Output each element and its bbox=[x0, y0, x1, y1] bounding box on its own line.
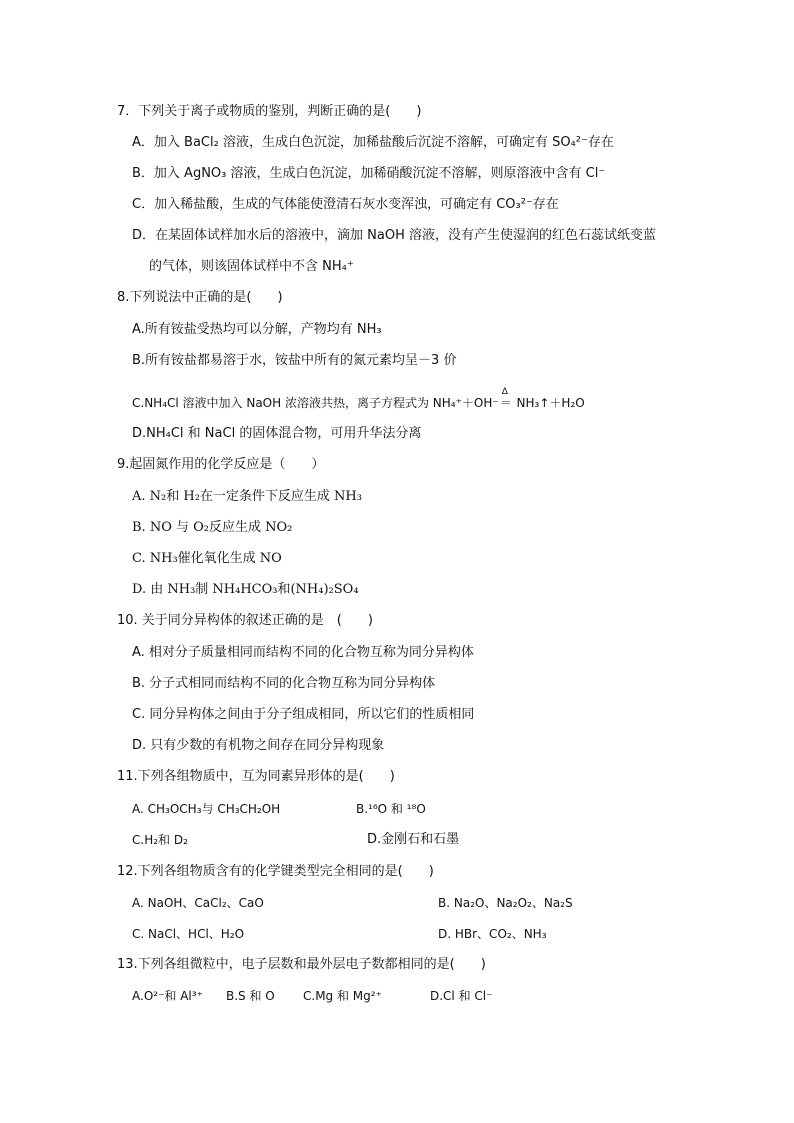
q13-stem: 13.下列各组微粒中，电子层数和最外层电子数都相同的是( ) bbox=[117, 957, 486, 972]
q11-option-c: C.H₂和 D₂ bbox=[132, 833, 188, 847]
q9-option-b: B. NO 与 O₂反应生成 NO₂ bbox=[132, 520, 293, 535]
q8-option-c bbox=[132, 387, 585, 411]
heating-equals-sign bbox=[499, 387, 513, 411]
q8-stem: 8.下列说法中正确的是( ) bbox=[117, 290, 283, 305]
q8-option-d: D.NH₄Cl 和 NaCl 的固体混合物，可用升华法分离 bbox=[132, 426, 422, 441]
q13-option-d: D.Cl 和 Cl⁻ bbox=[430, 989, 493, 1003]
q9-option-a: A. N₂和 H₂在一定条件下反应生成 NH₃ bbox=[132, 489, 362, 504]
q9-stem: 9.起固氮作用的化学反应是（ ） bbox=[117, 457, 325, 472]
q10-option-d: D. 只有少数的有机物之间存在同分异构现象 bbox=[132, 738, 385, 753]
q12-stem: 12.下列各组物质含有的化学键类型完全相同的是( ) bbox=[117, 864, 434, 879]
q8-option-a: A.所有铵盐受热均可以分解，产物均有 NH₃ bbox=[132, 322, 382, 337]
q13-option-a: A.O²⁻和 Al³⁺ bbox=[132, 989, 203, 1003]
q12-option-c: C. NaCl、HCl、H₂O bbox=[132, 927, 245, 941]
q10-option-a: A. 相对分子质量相同而结构不同的化合物互称为同分异构体 bbox=[132, 645, 474, 660]
q11-option-d: D.金刚石和石墨 bbox=[367, 832, 460, 847]
q10-option-b: B. 分子式相同而结构不同的化合物互称为同分异构体 bbox=[132, 676, 436, 691]
q9-option-c: C. NH₃催化氧化生成 NO bbox=[132, 551, 282, 566]
q12-option-d: D. HBr、CO₂、NH₃ bbox=[438, 927, 547, 941]
q7-option-a: A．加入 BaCl₂ 溶液，生成白色沉淀，加稀盐酸后沉淀不溶解，可确定有 SO₄²⁻存在 bbox=[132, 135, 614, 150]
q7-option-d-line1: D．在某固体试样加水后的溶液中，滴加 NaOH 溶液，没有产生使湿润的红色石蕊试纸变蓝 bbox=[132, 228, 656, 243]
q8-option-b: B.所有铵盐都易溶于水，铵盐中所有的氮元素均呈－3 价 bbox=[132, 353, 457, 368]
q10-option-c: C. 同分异构体之间由于分子组成相同，所以它们的性质相同 bbox=[132, 707, 475, 722]
q12-option-a: A. NaOH、CaCl₂、CaO bbox=[132, 896, 264, 910]
q7-option-b: B．加入 AgNO₃ 溶液，生成白色沉淀，加稀硝酸沉淀不溶解，则原溶液中含有 Cl⁻ bbox=[132, 166, 606, 181]
q13-option-c: C.Mg 和 Mg²⁺ bbox=[303, 989, 382, 1003]
equals-symbol: ＝ bbox=[499, 396, 512, 410]
q10-stem: 10. 关于同分异构体的叙述正确的是 ( ) bbox=[117, 613, 373, 628]
q13-option-b: B.S 和 O bbox=[226, 989, 275, 1003]
q8-option-c-products: NH₃↑＋H₂O bbox=[512, 396, 585, 410]
q11-stem: 11.下列各组物质中，互为同素异形体的是( ) bbox=[117, 769, 395, 784]
q7-option-c: C．加入稀盐酸，生成的气体能使澄清石灰水变浑浊，可确定有 CO₃²⁻存在 bbox=[132, 197, 559, 212]
q11-option-b: B.¹⁶O 和 ¹⁸O bbox=[356, 802, 426, 816]
q11-option-a: A. CH₃OCH₃与 CH₃CH₂OH bbox=[132, 802, 281, 816]
delta-symbol: Δ bbox=[501, 387, 508, 397]
q7-stem: 7．下列关于离子或物质的鉴别，判断正确的是( ) bbox=[117, 104, 422, 119]
q12-option-b: B. Na₂O、Na₂O₂、Na₂S bbox=[438, 896, 573, 910]
q9-option-d: D. 由 NH₃制 NH₄HCO₃和(NH₄)₂SO₄ bbox=[132, 582, 359, 597]
q7-option-d-line2: 的气体，则该固体试样中不含 NH₄⁺ bbox=[149, 259, 354, 274]
q8-option-c-reactants: C.NH₄Cl 溶液中加入 NaOH 浓溶液共热，离子方程式为 NH₄⁺＋OH⁻ bbox=[132, 396, 499, 410]
